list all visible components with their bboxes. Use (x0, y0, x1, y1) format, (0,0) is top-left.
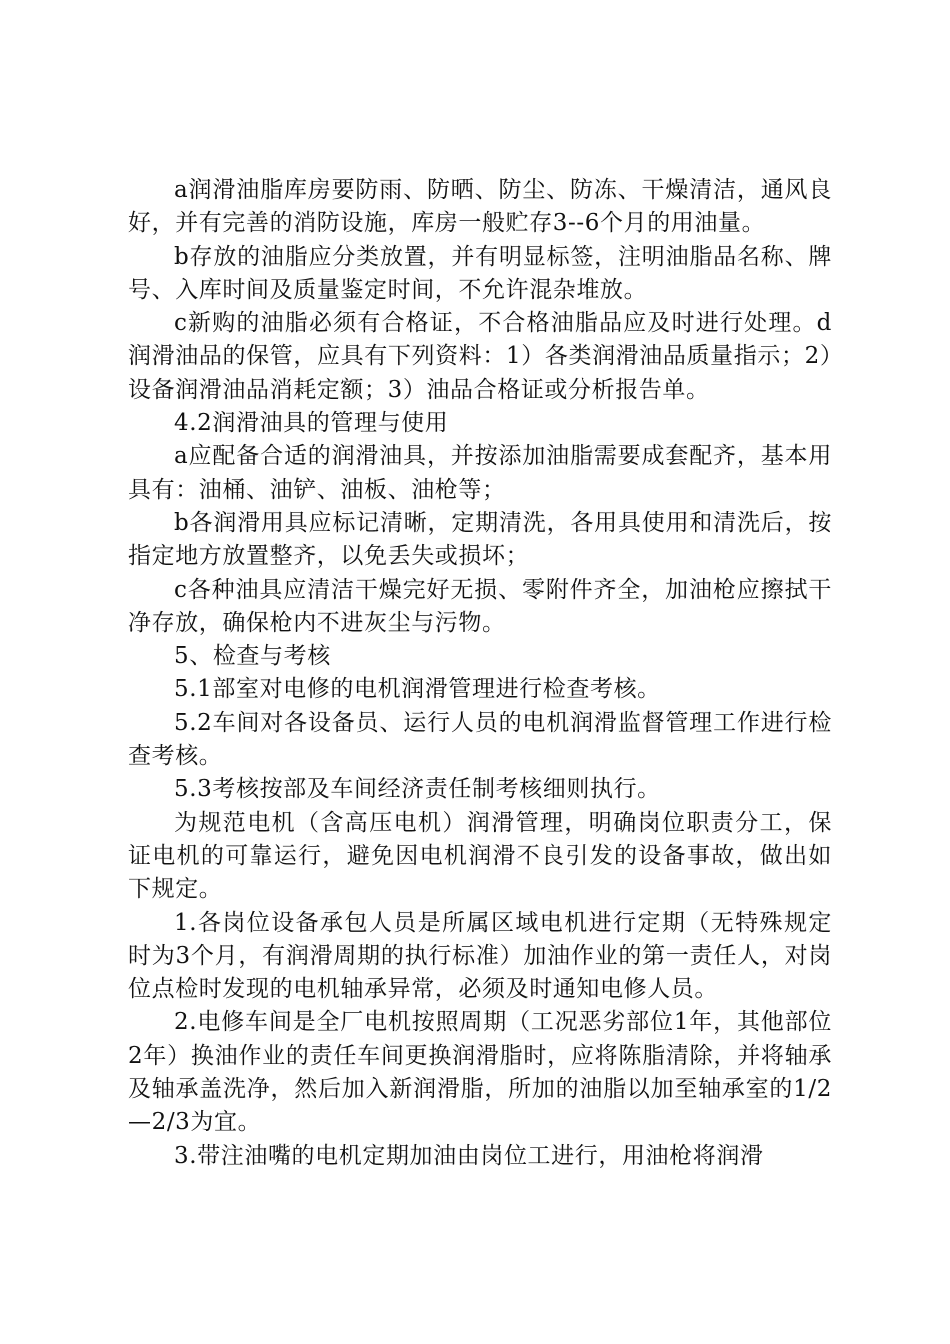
paragraph-tool-cleaning: b各润滑用具应标记清晰，定期清洗，各用具使用和清洗后，按指定地方放置整齐，以免丢失或损坏； (128, 509, 832, 570)
paragraph-5-3: 5.3考核按部及车间经济责任制考核细则执行。 (174, 776, 661, 803)
section-heading-5: 5、检查与考核 (174, 643, 331, 670)
paragraph-tool-condition: c各种油具应清洁干燥完好无损、零附件齐全，加油枪应擦拭干净存放，确保枪内不进灰尘与污物。 (128, 576, 832, 636)
paragraph-5-2: 5.2车间对各设备员、运行人员的电机润滑监督管理工作进行检查考核。 (128, 709, 832, 770)
paragraph-certificates-records: c新购的油脂必须有合格证，不合格油脂品应及时进行处理。d润滑油品的保管，应具有下列资料：1）各类润滑油品质量指示；2）设备润滑油品消耗定额；3）油品合格证或分析报告单。 (128, 310, 832, 403)
paragraph-rule-2: 2.电修车间是全厂电机按照周期（工况恶劣部位1年，其他部位2年）换油作业的责任车间更换润滑脂时，应将陈脂清除，并将轴承及轴承盖洗净，然后加入新润滑脂，所加的油脂以加至轴承室的1/2—2/3为宜。 (128, 1009, 832, 1136)
paragraph-classification-labels: b存放的油脂应分类放置，并有明显标签，注明油脂品名称、牌号、入库时间及质量鉴定时间，不允许混杂堆放。 (128, 243, 832, 303)
paragraph-storage-requirements: a润滑油脂库房要防雨、防晒、防尘、防冻、干燥清洁，通风良好，并有完善的消防设施，库房一般贮存3--6个月的用油量。 (128, 177, 832, 237)
paragraph-rule-3: 3.带注油嘴的电机定期加油由岗位工进行，用油枪将润滑 (174, 1142, 764, 1169)
document-body (128, 174, 832, 1173)
paragraph-intro-regulation: 为规范电机（含高压电机）润滑管理，明确岗位职责分工，保证电机的可靠运行，避免因电机润滑不良引发的设备事故，做出如下规定。 (128, 809, 832, 903)
section-heading-4-2: 4.2润滑油具的管理与使用 (174, 410, 449, 437)
paragraph-5-1: 5.1部室对电修的电机润滑管理进行检查考核。 (174, 676, 661, 703)
paragraph-tool-equipment: a应配备合适的润滑油具，并按添加油脂需要成套配齐，基本用具有：油桶、油铲、油板、油枪等； (128, 443, 832, 503)
paragraph-rule-1: 1.各岗位设备承包人员是所属区域电机进行定期（无特殊规定时为3个月，有润滑周期的执行标准）加油作业的第一责任人，对岗位点检时发现的电机轴承异常，必须及时通知电修人员。 (128, 909, 832, 1003)
